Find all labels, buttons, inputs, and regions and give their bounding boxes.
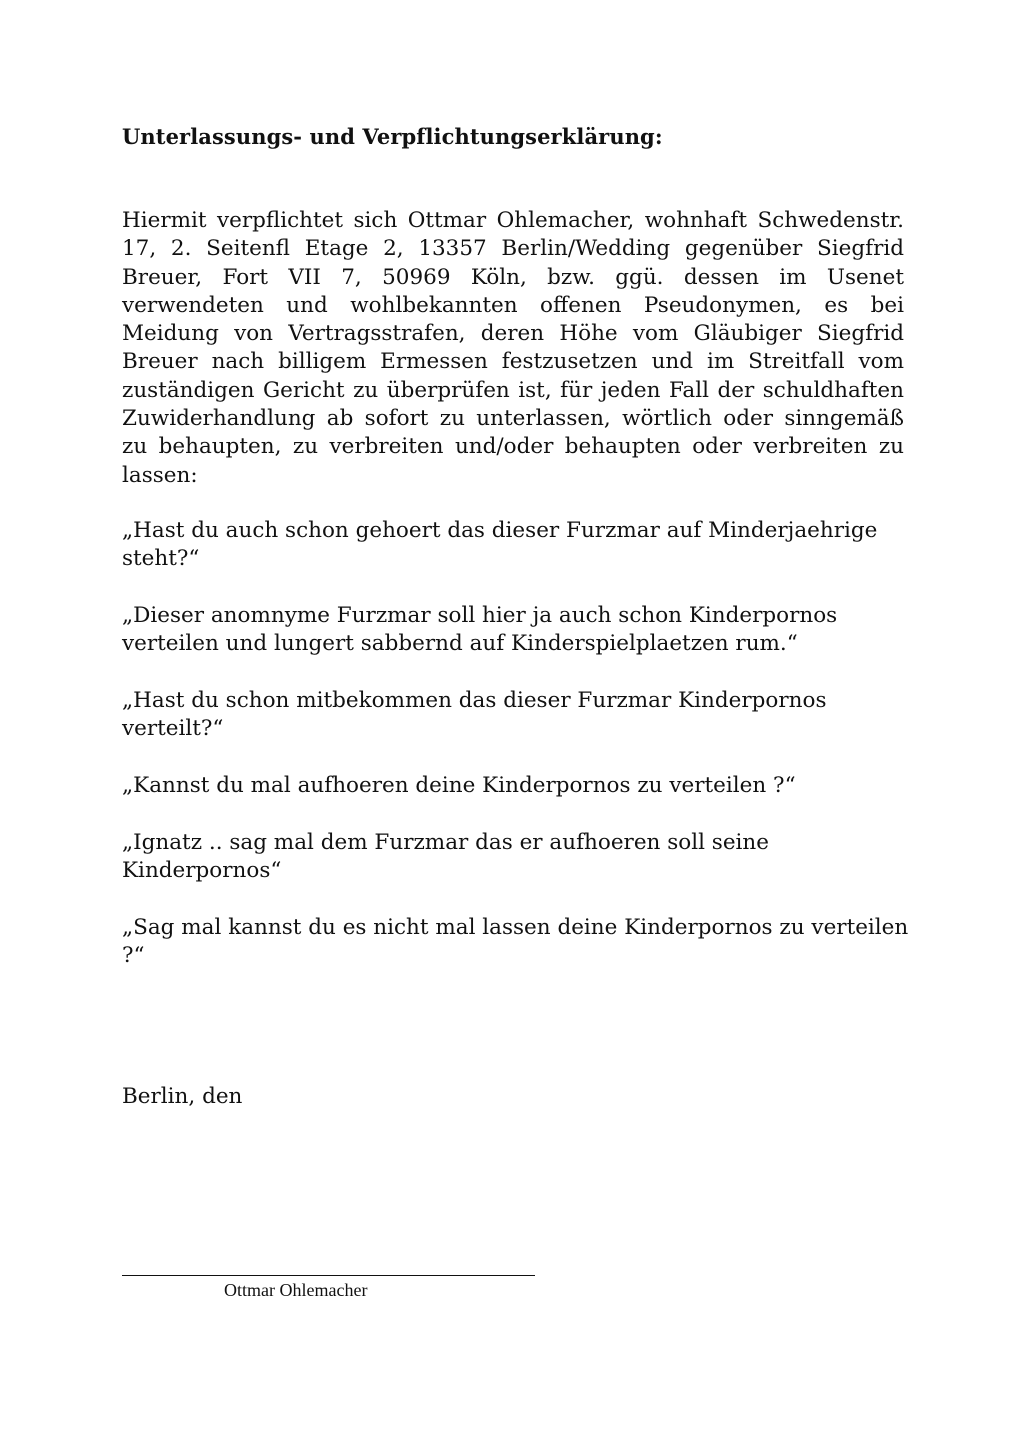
quote-6: „Sag mal kannst du es nicht mal lassen deine Kinderpornos zu verteilen ?“ xyxy=(122,915,909,969)
declaration-paragraph: Hiermit verpflichtet sich Ottmar Ohlemacher, wohnhaft Schwedenstr. 17, 2. Seitenfl Etage 2, 13357 Berlin/Wedding gegenüber Siegfrid Breuer, Fort VII 7, 50969 Köln, bzw. ggü. dessen im Usenet verwendeten und wohlbekannten offenen Pseudonymen, es bei Meidung von Vertragsstrafen, deren Höhe vom Gläubiger Siegfrid Breuer nach billigem Ermessen festzusetzen und im Streitfall vom zuständigen Gericht zu überprüfen ist, für jeden Fall der schuldhaften Zuwiderhandlung ab sofort zu unterlassen, wörtlich oder sinngemäß zu behaupten, zu verbreiten und/oder behaupten oder verbreiten zu lassen: xyxy=(122,208,904,488)
quote-5: „Ignatz .. sag mal dem Furzmar das er aufhoeren soll seine Kinderpornos“ xyxy=(122,830,769,884)
signatory-name: Ottmar Ohlemacher xyxy=(224,1280,368,1300)
quote-2: „Dieser anomnyme Furzmar soll hier ja auch schon Kinderpornos verteilen und lungert sabbernd auf Kinderspielplaetzen rum.“ xyxy=(122,603,838,657)
place-date: Berlin, den xyxy=(122,1084,243,1109)
signature-line xyxy=(122,1275,535,1276)
document-title: Unterlassungs- und Verpflichtungserklärung: xyxy=(122,124,663,149)
quote-3: „Hast du schon mitbekommen das dieser Furzmar Kinderpornos verteilt?“ xyxy=(122,688,827,742)
quote-4: „Kannst du mal aufhoeren deine Kinderpornos zu verteilen ?“ xyxy=(122,773,796,798)
quote-1: „Hast du auch schon gehoert das dieser Furzmar auf Minderjaehrige steht?“ xyxy=(122,518,878,572)
